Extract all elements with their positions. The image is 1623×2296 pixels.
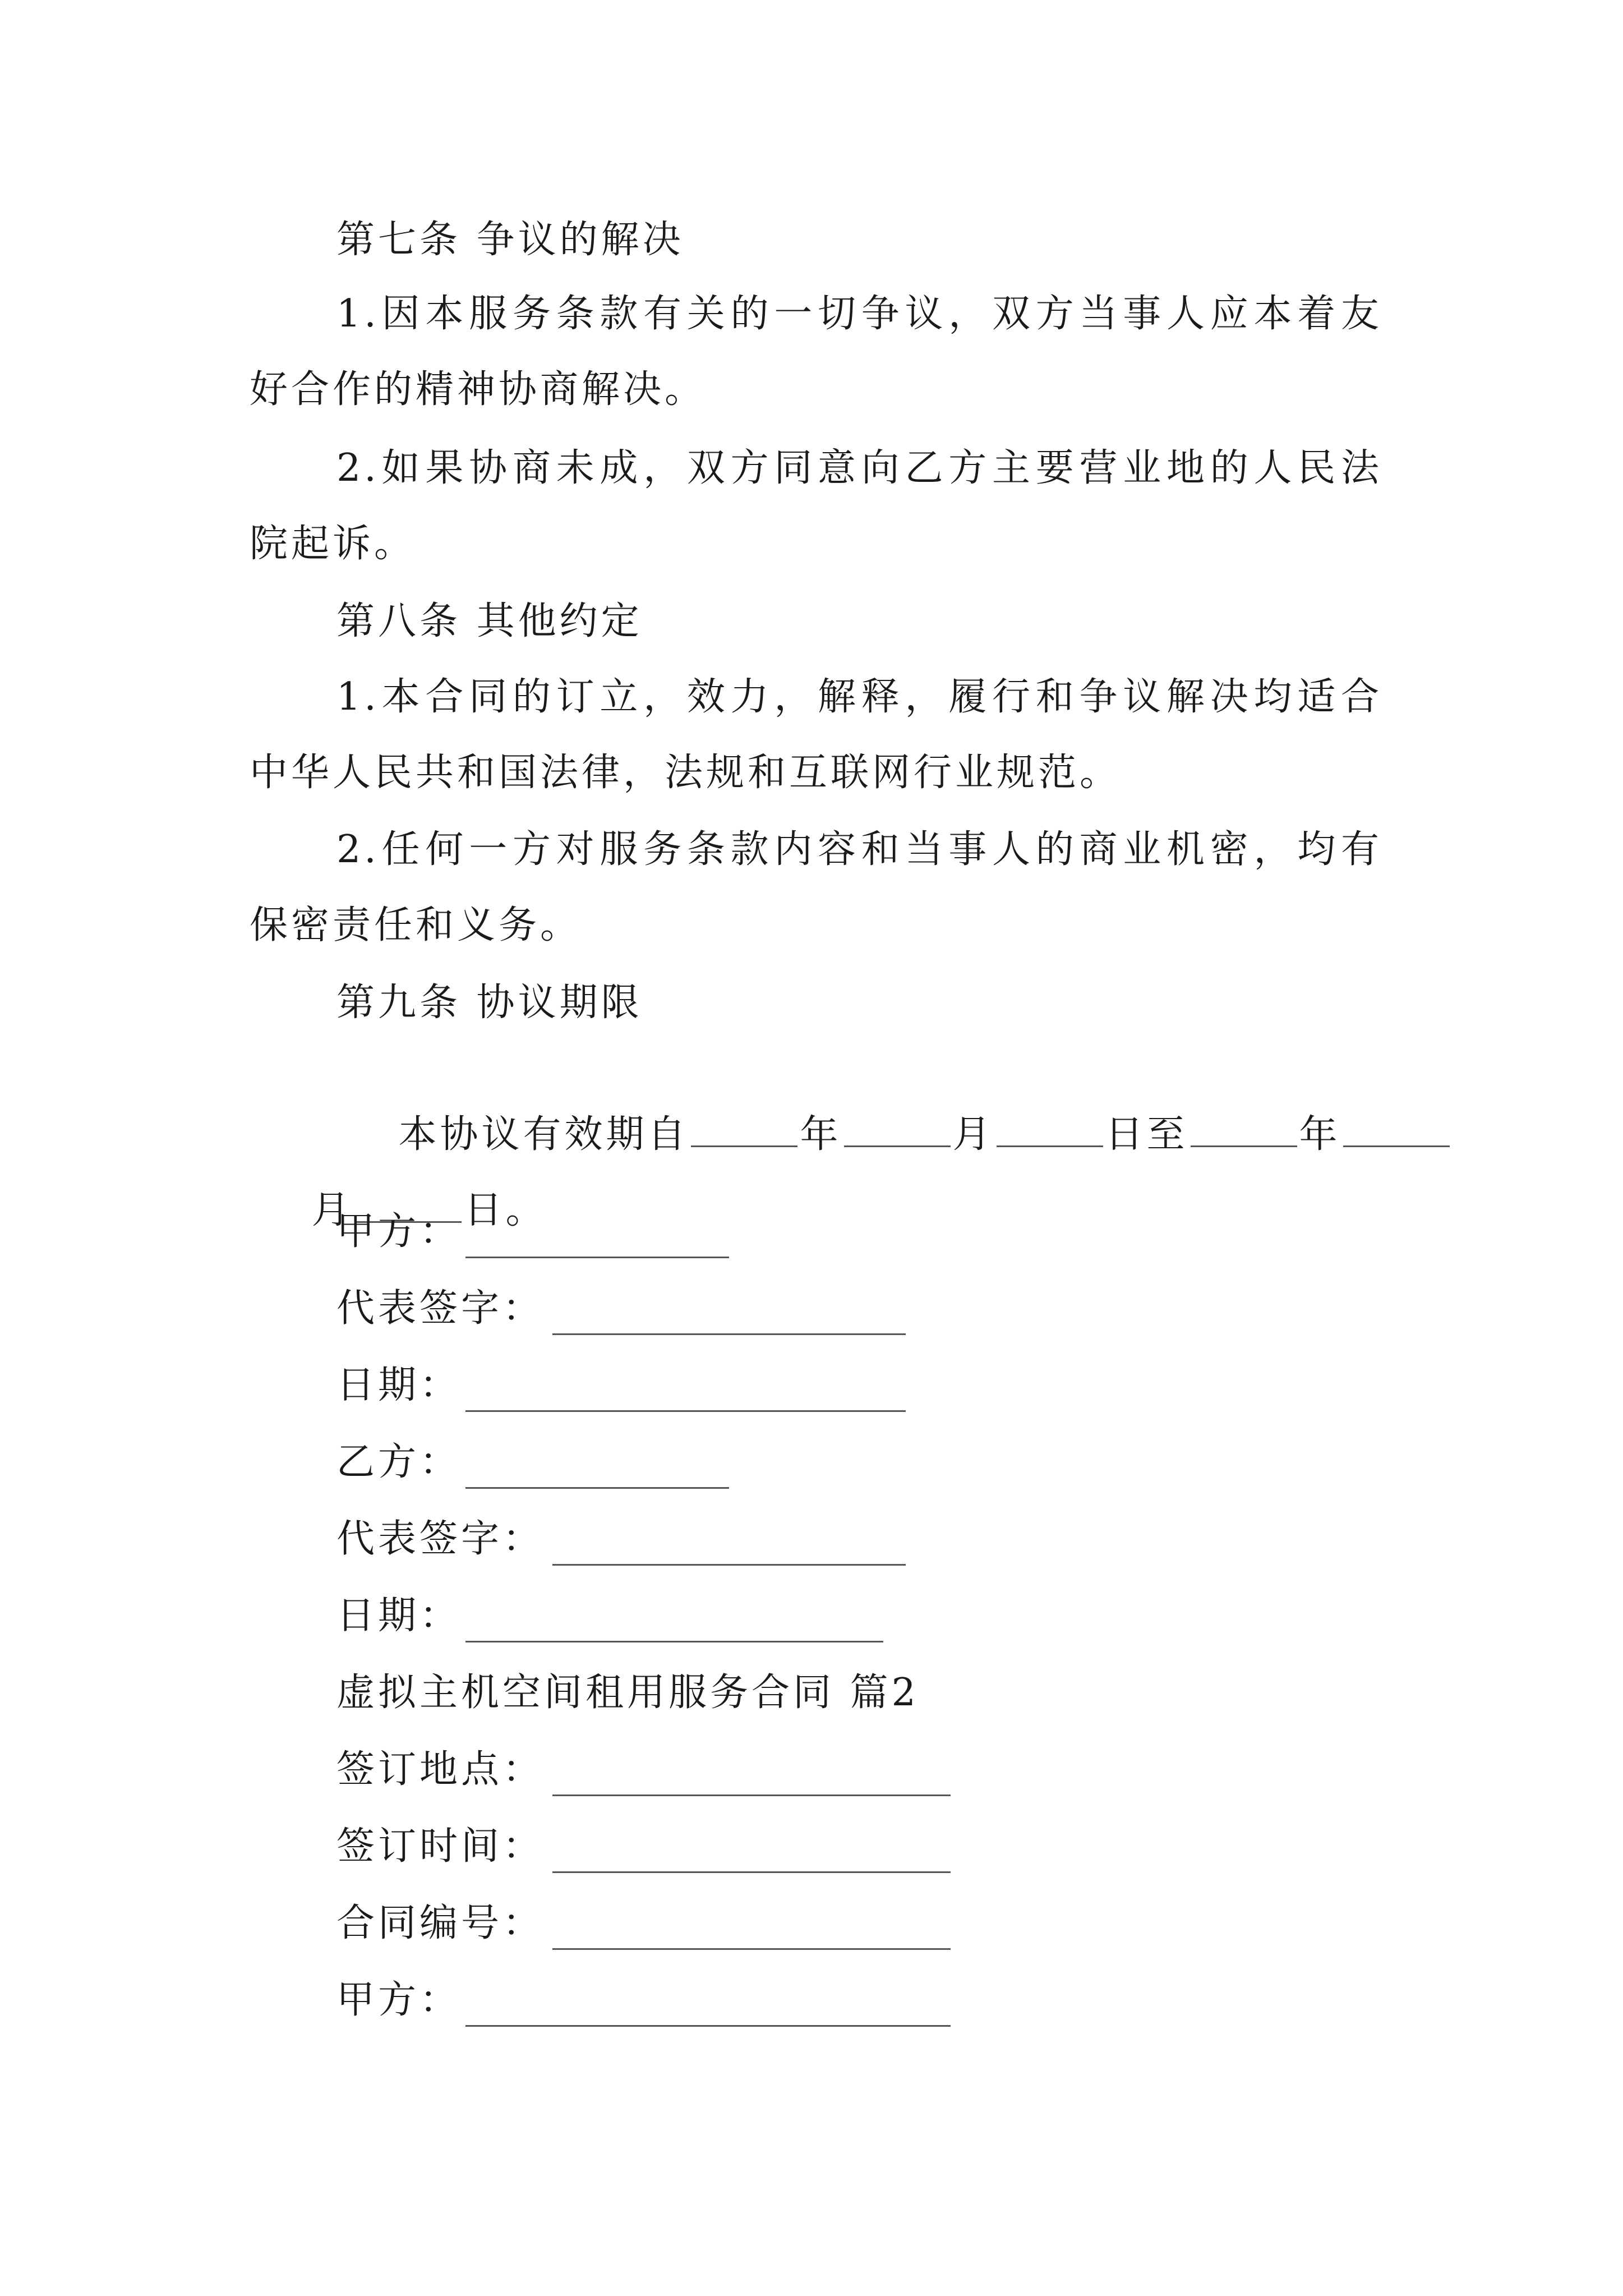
article-8-para-2-line-1: 2.任何一方对服务条款内容和当事人的商业机密，均有 bbox=[336, 827, 1382, 872]
start-month-blank[interactable] bbox=[844, 1111, 951, 1147]
date-a-label: 日期： bbox=[336, 1363, 462, 1407]
party-b-label: 乙方： bbox=[336, 1440, 462, 1484]
contract-2-party-a-field[interactable] bbox=[465, 2025, 951, 2027]
term-end-month-label: 月 bbox=[311, 1188, 353, 1232]
article-7-title: 第七条 争议的解决 bbox=[336, 218, 684, 262]
article-7-para-1-line-2: 好合作的精神协商解决。 bbox=[250, 367, 707, 412]
sign-place-label: 签订地点： bbox=[336, 1747, 545, 1792]
end-year-blank[interactable] bbox=[1191, 1111, 1297, 1147]
rep-sign-b-field[interactable] bbox=[552, 1564, 906, 1566]
rep-sign-a-label: 代表签字： bbox=[336, 1286, 545, 1331]
article-8-para-2-line-2: 保密责任和义务。 bbox=[250, 903, 582, 947]
start-day-blank[interactable] bbox=[997, 1111, 1103, 1147]
party-a-field[interactable] bbox=[465, 1257, 729, 1258]
article-7-para-1-line-1: 1.因本服务条款有关的一切争议，双方当事人应本着友 bbox=[336, 292, 1382, 336]
contract-no-label: 合同编号： bbox=[336, 1901, 545, 1945]
date-a-field[interactable] bbox=[465, 1410, 906, 1412]
end-month-blank-part[interactable] bbox=[1343, 1111, 1450, 1147]
article-7-para-2-line-2: 院起诉。 bbox=[250, 522, 416, 566]
article-9-title: 第九条 协议期限 bbox=[336, 981, 643, 1025]
term-end-day-label: 日。 bbox=[464, 1188, 547, 1232]
contract-2-party-a-label: 甲方： bbox=[336, 1978, 462, 2022]
sign-time-field[interactable] bbox=[552, 1871, 951, 1873]
article-8-para-1-line-1: 1.本合同的订立，效力，解释，履行和争议解决均适合 bbox=[336, 675, 1382, 719]
term-day-to-label: 日至 bbox=[1105, 1112, 1188, 1157]
article-8-title: 第八条 其他约定 bbox=[336, 599, 643, 643]
article-7-para-2-line-1: 2.如果协商未成，双方同意向乙方主要营业地的人民法 bbox=[336, 446, 1382, 490]
date-b-field[interactable] bbox=[465, 1641, 883, 1642]
sign-time-label: 签订时间： bbox=[336, 1824, 545, 1869]
sign-place-field[interactable] bbox=[552, 1795, 951, 1796]
rep-sign-a-field[interactable] bbox=[552, 1333, 906, 1335]
term-end-year-label: 年 bbox=[1299, 1112, 1341, 1157]
contract-2-heading: 虚拟主机空间租用服务合同 篇2 bbox=[336, 1671, 919, 1715]
term-prefix: 本协议有效期自 bbox=[398, 1112, 689, 1157]
term-month-label: 月 bbox=[952, 1112, 994, 1157]
start-year-blank[interactable] bbox=[691, 1111, 797, 1147]
contract-no-field[interactable] bbox=[552, 1948, 951, 1950]
party-a-label: 甲方： bbox=[336, 1209, 462, 1254]
date-b-label: 日期： bbox=[336, 1594, 462, 1638]
rep-sign-b-label: 代表签字： bbox=[336, 1517, 545, 1561]
article-8-para-1-line-2: 中华人民共和国法律，法规和互联网行业规范。 bbox=[250, 751, 1122, 795]
party-b-field[interactable] bbox=[465, 1487, 729, 1489]
term-year-label: 年 bbox=[800, 1112, 842, 1157]
